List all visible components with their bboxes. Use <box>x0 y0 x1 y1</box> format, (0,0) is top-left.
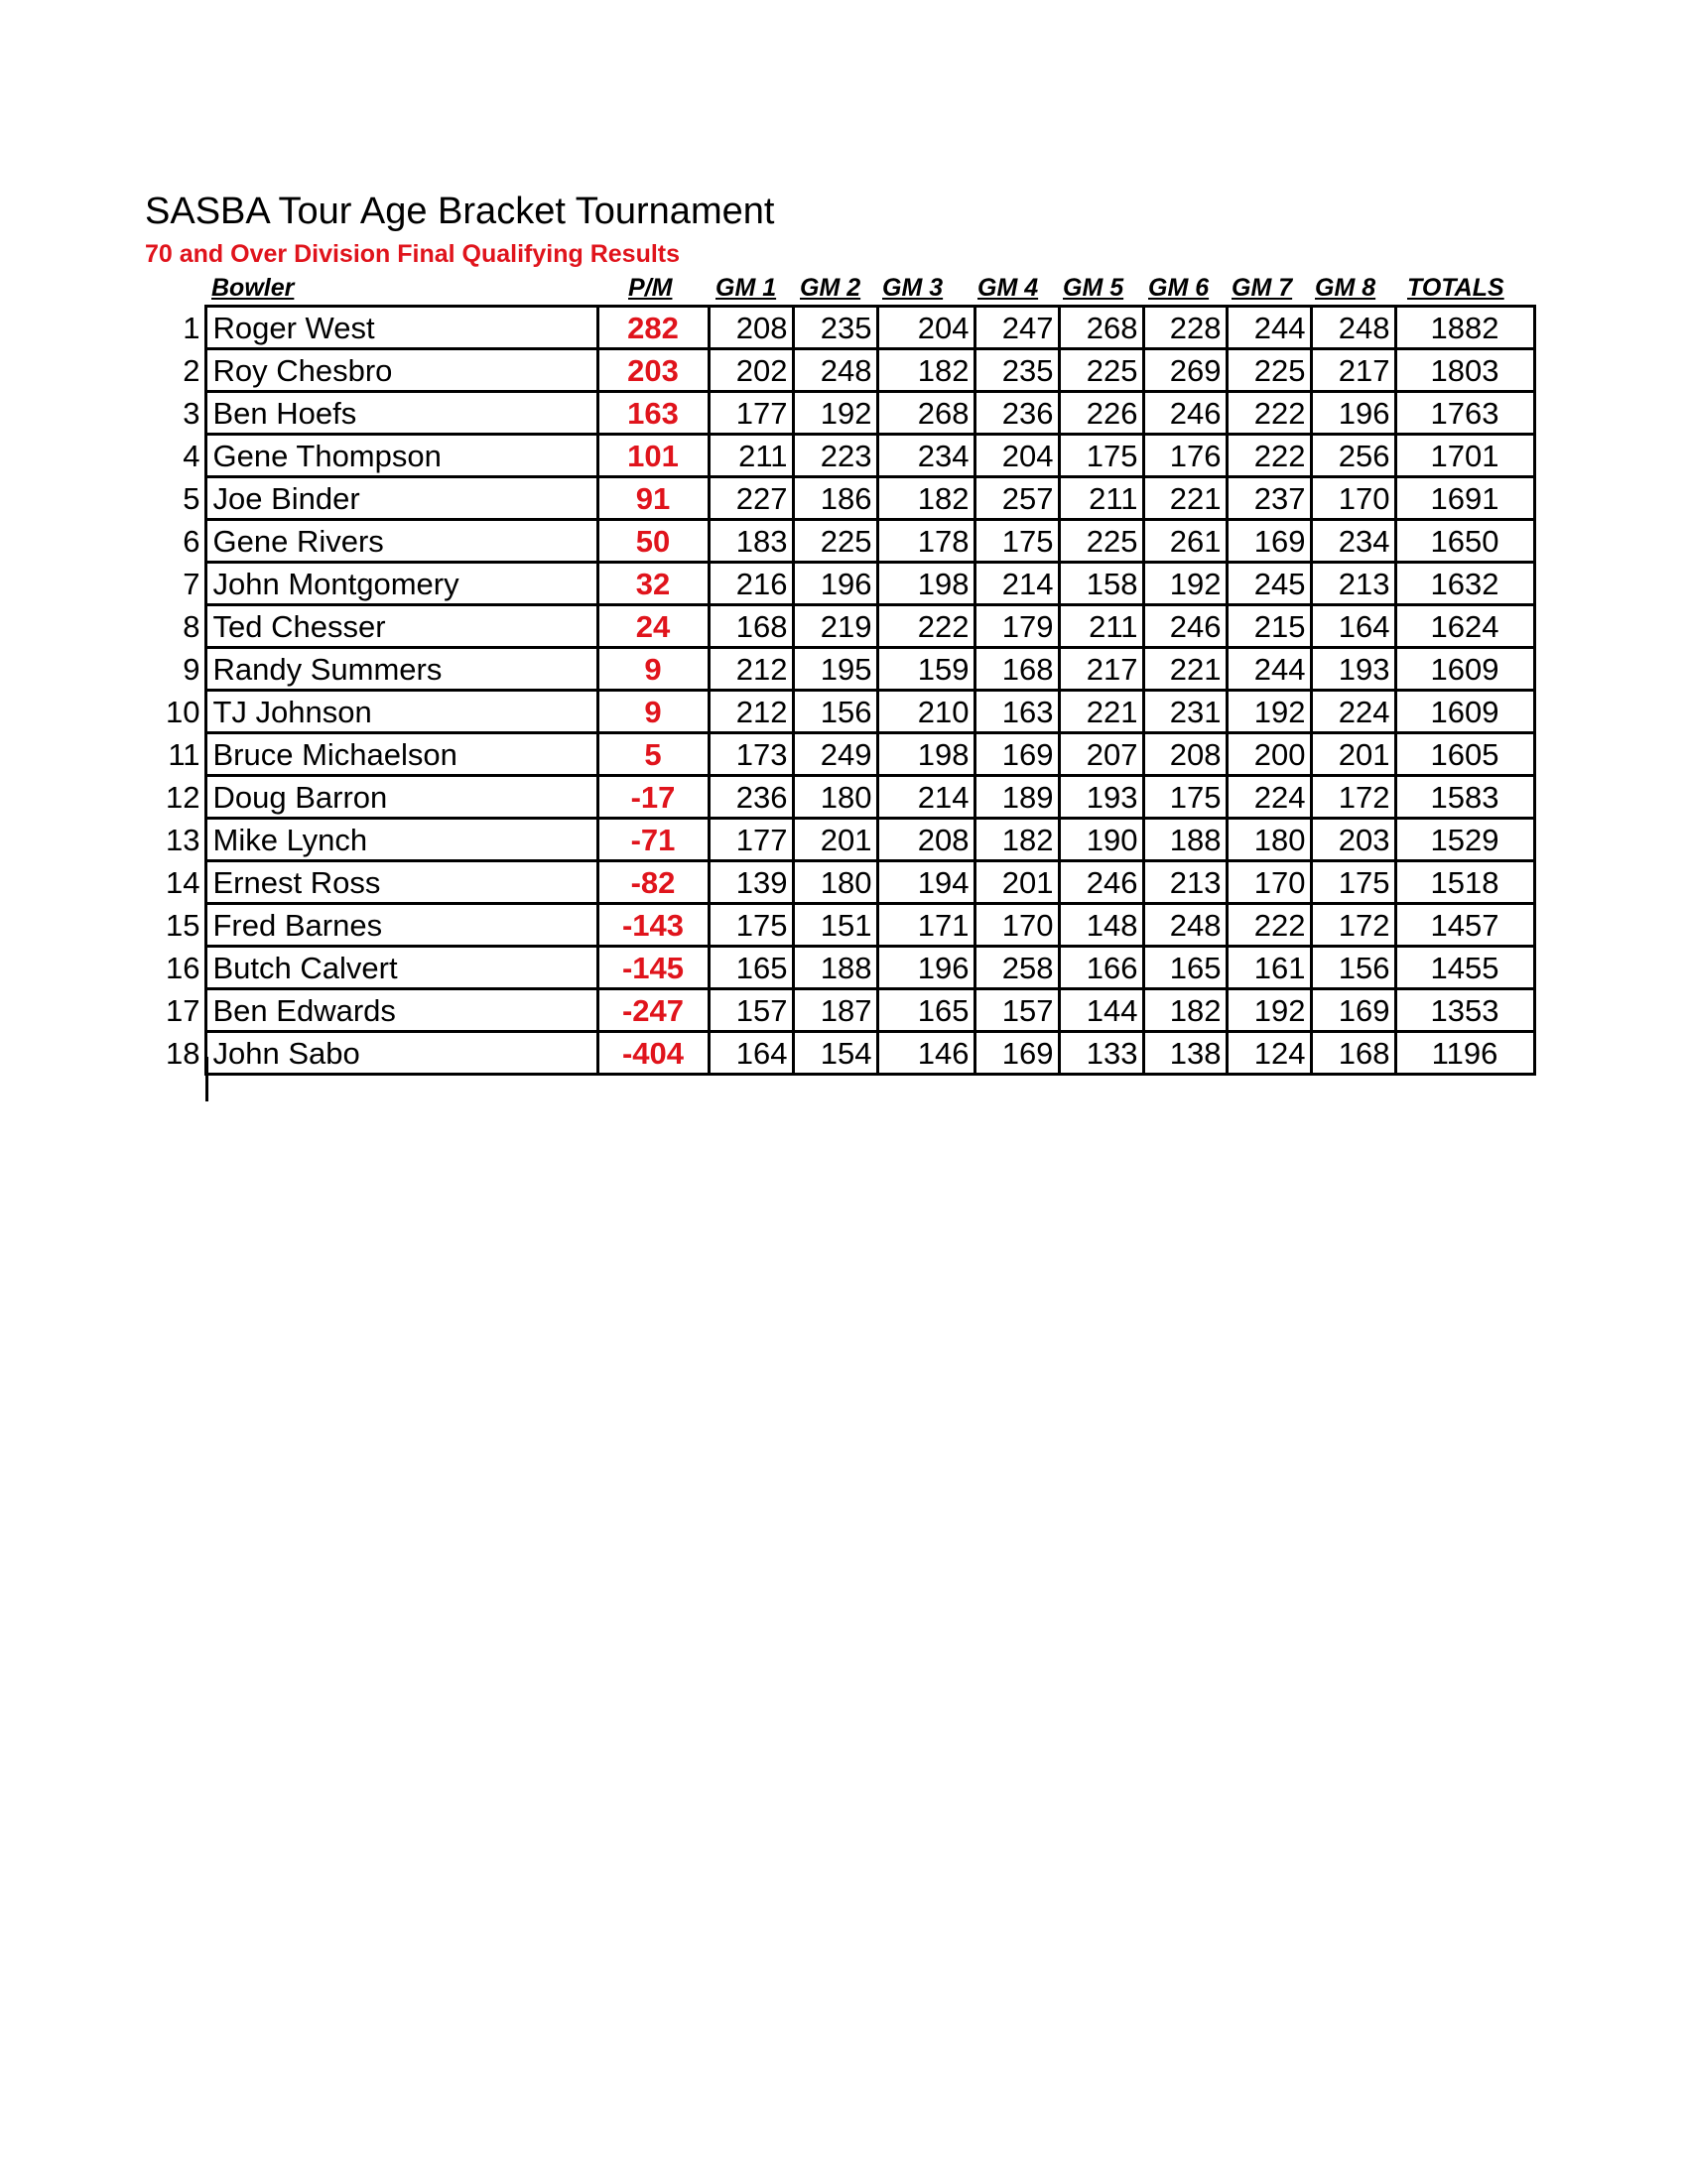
game-7-cell: 192 <box>1227 691 1311 733</box>
bowler-name-cell: Bruce Michaelson <box>205 733 597 776</box>
game-4-cell: 247 <box>974 307 1059 349</box>
game-5-cell: 226 <box>1059 392 1143 435</box>
pm-cell: 282 <box>597 307 709 349</box>
header-gm2: GM 2 <box>800 274 861 302</box>
game-5-cell: 217 <box>1059 648 1143 691</box>
rank-cell: 12 <box>166 779 200 815</box>
game-1-cell: 164 <box>709 1032 793 1075</box>
game-6-cell: 192 <box>1143 563 1227 605</box>
game-4-cell: 257 <box>974 477 1059 520</box>
game-4-cell: 189 <box>974 776 1059 819</box>
pm-cell: 163 <box>597 392 709 435</box>
results-table <box>149 305 1536 1076</box>
game-5-cell: 207 <box>1059 733 1143 776</box>
game-5-cell: 225 <box>1059 349 1143 392</box>
game-8-cell: 234 <box>1311 520 1395 563</box>
table-row <box>149 819 1534 861</box>
total-cell: 1518 <box>1395 861 1534 904</box>
game-6-cell: 175 <box>1143 776 1227 819</box>
pm-cell: 101 <box>597 435 709 477</box>
game-5-cell: 175 <box>1059 435 1143 477</box>
total-cell: 1605 <box>1395 733 1534 776</box>
header-gm1: GM 1 <box>715 274 777 302</box>
game-2-cell: 201 <box>793 819 877 861</box>
game-1-cell: 208 <box>709 307 793 349</box>
game-7-cell: 224 <box>1227 776 1311 819</box>
game-3-cell: 171 <box>877 904 974 947</box>
header-pm: P/M <box>628 274 673 302</box>
game-7-cell: 222 <box>1227 392 1311 435</box>
bowler-name-cell: John Sabo <box>205 1032 597 1075</box>
game-6-cell: 248 <box>1143 904 1227 947</box>
game-2-cell: 187 <box>793 989 877 1032</box>
bowler-name-cell: Joe Binder <box>205 477 597 520</box>
rank-cell: 2 <box>183 352 200 388</box>
game-8-cell: 196 <box>1311 392 1395 435</box>
game-3-cell: 214 <box>877 776 974 819</box>
table-row <box>149 477 1534 520</box>
bowler-name-cell: Mike Lynch <box>205 819 597 861</box>
bowler-name-cell: Ted Chesser <box>205 605 597 648</box>
game-7-cell: 170 <box>1227 861 1311 904</box>
table-row <box>149 563 1534 605</box>
header-gm4: GM 4 <box>977 274 1039 302</box>
table-row <box>149 605 1534 648</box>
game-1-cell: 168 <box>709 605 793 648</box>
bowler-name-cell: Butch Calvert <box>205 947 597 989</box>
rank-cell: 8 <box>183 608 200 644</box>
total-cell: 1455 <box>1395 947 1534 989</box>
table-row <box>149 435 1534 477</box>
game-3-cell: 234 <box>877 435 974 477</box>
game-1-cell: 173 <box>709 733 793 776</box>
game-3-cell: 178 <box>877 520 974 563</box>
game-2-cell: 195 <box>793 648 877 691</box>
bowler-name-cell: Ben Hoefs <box>205 392 597 435</box>
game-6-cell: 221 <box>1143 648 1227 691</box>
total-cell: 1882 <box>1395 307 1534 349</box>
game-3-cell: 208 <box>877 819 974 861</box>
rank-cell: 3 <box>183 395 200 431</box>
pm-cell: -82 <box>597 861 709 904</box>
game-4-cell: 236 <box>974 392 1059 435</box>
total-cell: 1196 <box>1395 1032 1534 1075</box>
game-2-cell: 151 <box>793 904 877 947</box>
game-8-cell: 203 <box>1311 819 1395 861</box>
game-3-cell: 198 <box>877 733 974 776</box>
pm-cell: -145 <box>597 947 709 989</box>
header-bowler: Bowler <box>211 274 295 302</box>
pm-cell: 50 <box>597 520 709 563</box>
game-7-cell: 244 <box>1227 648 1311 691</box>
game-3-cell: 194 <box>877 861 974 904</box>
game-5-cell: 190 <box>1059 819 1143 861</box>
game-6-cell: 228 <box>1143 307 1227 349</box>
pm-cell: -17 <box>597 776 709 819</box>
game-3-cell: 182 <box>877 477 974 520</box>
pm-cell: 24 <box>597 605 709 648</box>
game-7-cell: 169 <box>1227 520 1311 563</box>
bowler-name-cell: Ben Edwards <box>205 989 597 1032</box>
bowler-name-cell: TJ Johnson <box>205 691 597 733</box>
header-gm5: GM 5 <box>1063 274 1124 302</box>
pm-cell: 203 <box>597 349 709 392</box>
game-2-cell: 225 <box>793 520 877 563</box>
game-6-cell: 188 <box>1143 819 1227 861</box>
game-1-cell: 212 <box>709 648 793 691</box>
game-5-cell: 148 <box>1059 904 1143 947</box>
game-7-cell: 192 <box>1227 989 1311 1032</box>
table-row <box>149 733 1534 776</box>
bowler-name-cell: Roger West <box>205 307 597 349</box>
document-title: SASBA Tour Age Bracket Tournament <box>145 191 775 232</box>
total-cell: 1650 <box>1395 520 1534 563</box>
game-5-cell: 193 <box>1059 776 1143 819</box>
header-gm3: GM 3 <box>882 274 944 302</box>
bowler-name-cell: Ernest Ross <box>205 861 597 904</box>
table-row <box>149 861 1534 904</box>
game-5-cell: 211 <box>1059 477 1143 520</box>
header-gm6: GM 6 <box>1148 274 1210 302</box>
game-4-cell: 204 <box>974 435 1059 477</box>
game-5-cell: 133 <box>1059 1032 1143 1075</box>
game-4-cell: 182 <box>974 819 1059 861</box>
game-8-cell: 213 <box>1311 563 1395 605</box>
game-8-cell: 169 <box>1311 989 1395 1032</box>
rank-cell: 13 <box>166 822 200 857</box>
game-4-cell: 168 <box>974 648 1059 691</box>
game-6-cell: 261 <box>1143 520 1227 563</box>
game-8-cell: 168 <box>1311 1032 1395 1075</box>
game-2-cell: 219 <box>793 605 877 648</box>
game-3-cell: 182 <box>877 349 974 392</box>
game-5-cell: 144 <box>1059 989 1143 1032</box>
bowler-name-cell: Randy Summers <box>205 648 597 691</box>
game-3-cell: 165 <box>877 989 974 1032</box>
total-cell: 1624 <box>1395 605 1534 648</box>
rank-cell: 17 <box>166 992 200 1028</box>
game-1-cell: 212 <box>709 691 793 733</box>
rank-cell: 14 <box>166 864 200 900</box>
game-6-cell: 208 <box>1143 733 1227 776</box>
rank-cell: 6 <box>183 523 200 559</box>
game-4-cell: 175 <box>974 520 1059 563</box>
total-cell: 1353 <box>1395 989 1534 1032</box>
game-4-cell: 179 <box>974 605 1059 648</box>
game-2-cell: 196 <box>793 563 877 605</box>
rank-cell: 1 <box>183 310 200 345</box>
pm-cell: 9 <box>597 691 709 733</box>
bowler-name-cell: Roy Chesbro <box>205 349 597 392</box>
game-4-cell: 157 <box>974 989 1059 1032</box>
game-1-cell: 236 <box>709 776 793 819</box>
game-2-cell: 186 <box>793 477 877 520</box>
game-7-cell: 222 <box>1227 904 1311 947</box>
game-6-cell: 231 <box>1143 691 1227 733</box>
game-5-cell: 225 <box>1059 520 1143 563</box>
table-row <box>149 691 1534 733</box>
game-6-cell: 213 <box>1143 861 1227 904</box>
game-3-cell: 159 <box>877 648 974 691</box>
game-2-cell: 180 <box>793 776 877 819</box>
game-7-cell: 200 <box>1227 733 1311 776</box>
header-totals: TOTALS <box>1407 274 1504 302</box>
game-8-cell: 170 <box>1311 477 1395 520</box>
game-8-cell: 172 <box>1311 776 1395 819</box>
game-5-cell: 166 <box>1059 947 1143 989</box>
table-row <box>149 1032 1534 1075</box>
pm-cell: 32 <box>597 563 709 605</box>
pm-cell: -71 <box>597 819 709 861</box>
game-7-cell: 225 <box>1227 349 1311 392</box>
total-cell: 1457 <box>1395 904 1534 947</box>
table-row <box>149 307 1534 349</box>
game-6-cell: 246 <box>1143 605 1227 648</box>
game-6-cell: 165 <box>1143 947 1227 989</box>
game-6-cell: 269 <box>1143 349 1227 392</box>
game-1-cell: 177 <box>709 392 793 435</box>
game-7-cell: 222 <box>1227 435 1311 477</box>
rank-cell: 11 <box>168 736 200 772</box>
total-cell: 1691 <box>1395 477 1534 520</box>
total-cell: 1609 <box>1395 648 1534 691</box>
total-cell: 1583 <box>1395 776 1534 819</box>
pm-cell: 9 <box>597 648 709 691</box>
game-8-cell: 201 <box>1311 733 1395 776</box>
total-cell: 1609 <box>1395 691 1534 733</box>
game-3-cell: 146 <box>877 1032 974 1075</box>
game-2-cell: 188 <box>793 947 877 989</box>
total-cell: 1701 <box>1395 435 1534 477</box>
game-7-cell: 124 <box>1227 1032 1311 1075</box>
game-8-cell: 156 <box>1311 947 1395 989</box>
game-8-cell: 256 <box>1311 435 1395 477</box>
rank-cell: 10 <box>166 694 200 729</box>
table-row <box>149 776 1534 819</box>
table-left-rule <box>205 1057 208 1101</box>
rank-cell: 7 <box>183 566 200 601</box>
total-cell: 1803 <box>1395 349 1534 392</box>
bowler-name-cell: John Montgomery <box>205 563 597 605</box>
table-row <box>149 648 1534 691</box>
game-3-cell: 204 <box>877 307 974 349</box>
game-2-cell: 192 <box>793 392 877 435</box>
game-2-cell: 154 <box>793 1032 877 1075</box>
table-row <box>149 520 1534 563</box>
game-8-cell: 217 <box>1311 349 1395 392</box>
table-row <box>149 989 1534 1032</box>
game-6-cell: 176 <box>1143 435 1227 477</box>
game-7-cell: 245 <box>1227 563 1311 605</box>
game-2-cell: 223 <box>793 435 877 477</box>
game-2-cell: 249 <box>793 733 877 776</box>
pm-cell: 5 <box>597 733 709 776</box>
bowler-name-cell: Doug Barron <box>205 776 597 819</box>
game-8-cell: 193 <box>1311 648 1395 691</box>
division-subtitle: 70 and Over Division Final Qualifying Results <box>145 240 681 268</box>
game-5-cell: 211 <box>1059 605 1143 648</box>
pm-cell: -404 <box>597 1032 709 1075</box>
game-1-cell: 183 <box>709 520 793 563</box>
pm-cell: -247 <box>597 989 709 1032</box>
game-4-cell: 214 <box>974 563 1059 605</box>
bowler-name-cell: Fred Barnes <box>205 904 597 947</box>
game-8-cell: 164 <box>1311 605 1395 648</box>
bowler-name-cell: Gene Rivers <box>205 520 597 563</box>
table-row <box>149 947 1534 989</box>
game-1-cell: 227 <box>709 477 793 520</box>
game-5-cell: 268 <box>1059 307 1143 349</box>
total-cell: 1529 <box>1395 819 1534 861</box>
game-7-cell: 244 <box>1227 307 1311 349</box>
game-2-cell: 235 <box>793 307 877 349</box>
game-2-cell: 180 <box>793 861 877 904</box>
rank-cell: 18 <box>166 1035 200 1071</box>
game-8-cell: 224 <box>1311 691 1395 733</box>
game-2-cell: 156 <box>793 691 877 733</box>
header-gm7: GM 7 <box>1232 274 1293 302</box>
rank-cell: 16 <box>166 950 200 985</box>
game-7-cell: 180 <box>1227 819 1311 861</box>
game-1-cell: 157 <box>709 989 793 1032</box>
pm-cell: 91 <box>597 477 709 520</box>
game-5-cell: 246 <box>1059 861 1143 904</box>
game-1-cell: 139 <box>709 861 793 904</box>
game-3-cell: 196 <box>877 947 974 989</box>
game-1-cell: 177 <box>709 819 793 861</box>
game-3-cell: 268 <box>877 392 974 435</box>
pm-cell: -143 <box>597 904 709 947</box>
rank-cell: 5 <box>183 480 200 516</box>
game-7-cell: 215 <box>1227 605 1311 648</box>
total-cell: 1632 <box>1395 563 1534 605</box>
game-6-cell: 221 <box>1143 477 1227 520</box>
game-1-cell: 211 <box>709 435 793 477</box>
game-4-cell: 235 <box>974 349 1059 392</box>
game-1-cell: 202 <box>709 349 793 392</box>
game-6-cell: 246 <box>1143 392 1227 435</box>
game-4-cell: 258 <box>974 947 1059 989</box>
header-gm8: GM 8 <box>1315 274 1376 302</box>
rank-cell: 4 <box>183 438 200 473</box>
table-row <box>149 349 1534 392</box>
game-2-cell: 248 <box>793 349 877 392</box>
game-1-cell: 216 <box>709 563 793 605</box>
rank-cell: 15 <box>166 907 200 943</box>
rank-cell: 9 <box>183 651 200 687</box>
game-4-cell: 169 <box>974 1032 1059 1075</box>
game-1-cell: 175 <box>709 904 793 947</box>
table-row <box>149 392 1534 435</box>
game-3-cell: 198 <box>877 563 974 605</box>
game-3-cell: 222 <box>877 605 974 648</box>
game-5-cell: 221 <box>1059 691 1143 733</box>
game-8-cell: 172 <box>1311 904 1395 947</box>
game-4-cell: 201 <box>974 861 1059 904</box>
game-7-cell: 237 <box>1227 477 1311 520</box>
game-6-cell: 182 <box>1143 989 1227 1032</box>
total-cell: 1763 <box>1395 392 1534 435</box>
game-8-cell: 175 <box>1311 861 1395 904</box>
bowler-name-cell: Gene Thompson <box>205 435 597 477</box>
table-row <box>149 904 1534 947</box>
game-4-cell: 163 <box>974 691 1059 733</box>
game-5-cell: 158 <box>1059 563 1143 605</box>
game-8-cell: 248 <box>1311 307 1395 349</box>
results-body <box>149 307 1534 1075</box>
game-1-cell: 165 <box>709 947 793 989</box>
game-4-cell: 169 <box>974 733 1059 776</box>
game-3-cell: 210 <box>877 691 974 733</box>
game-6-cell: 138 <box>1143 1032 1227 1075</box>
game-7-cell: 161 <box>1227 947 1311 989</box>
game-4-cell: 170 <box>974 904 1059 947</box>
